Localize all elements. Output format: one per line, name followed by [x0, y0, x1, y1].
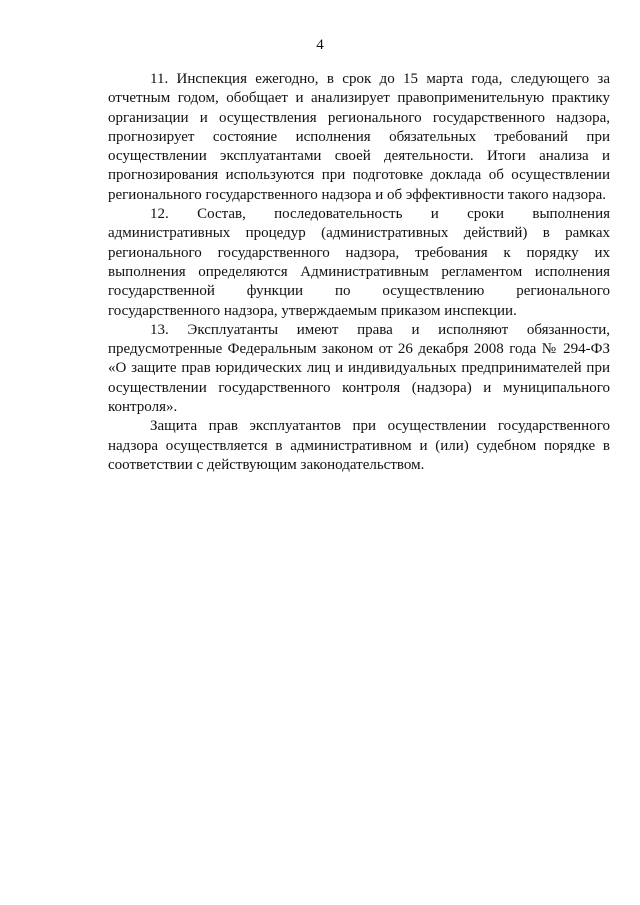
page-number: 4 [316, 37, 324, 53]
paragraph-11: 11. Инспекция ежегодно, в срок до 15 марта года, следующего за отчетным годом, обобщает и анализирует правоприменительную практику организации и осуществления регионального государственного надзора, прогнозирует состояние исполнения обязательных требований при осуществлении эксплуатантами своей деятельности. Итоги анализа и прогнозирования используются при подготовке доклада об осуществлении регионального государственного надзора и об эффективности такого надзора. [108, 71, 610, 203]
document-body [108, 70, 610, 475]
paragraph-13: 13. Эксплуатанты имеют права и исполняют обязанности, предусмотренные Федеральным законом от 26 декабря 2008 года № 294-ФЗ «О защите прав юридических лиц и индивидуальных предпринимателей при осуществлении государственного контроля (надзора) и муниципального контроля». [108, 321, 610, 416]
paragraph-12: 12. Состав, последовательность и сроки выполнения административных процедур (административных действий) в рамках регионального государственного надзора, требования к порядку их выполнения определяются Административным регламентом исполнения государственной функции по осуществлению регионального государственного надзора, утверждаемым приказом инспекции. [108, 206, 610, 319]
paragraph-rights-protection: Защита прав эксплуатантов при осуществлении государственного надзора осуществляется в административном и (или) судебном порядке в соответствии с действующим законодательством. [108, 418, 610, 473]
